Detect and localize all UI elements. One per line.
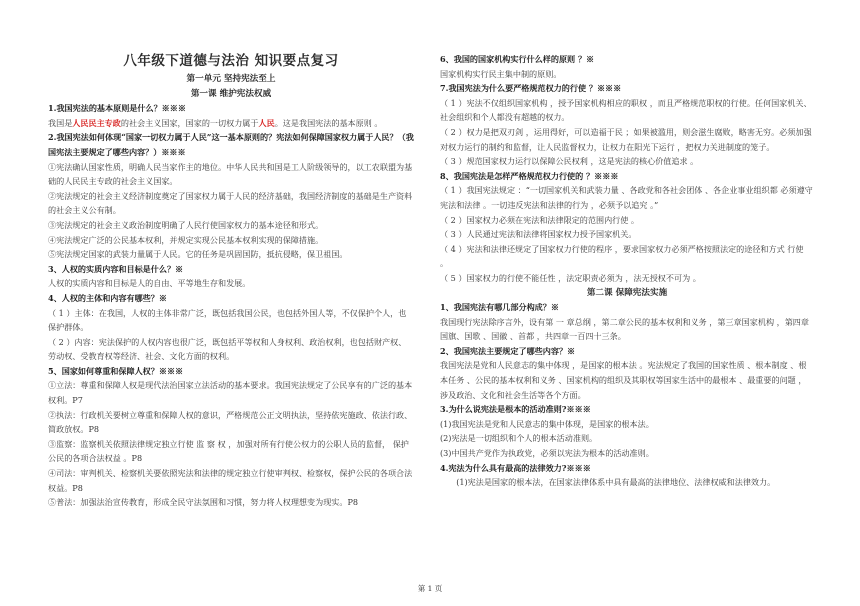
- answer-2-item-2: ②宪法规定的社会主义经济制度奠定了国家权力属于人民的经济基础，我国经济制度的基础是生产资料的社会主义公有制。: [48, 190, 413, 216]
- answer-5-item-4: ④司法：审判机关、检察机关要依照宪法和法律的规定独立行使审判权、检察权，保护公民的各项合法权益。P8: [48, 468, 413, 493]
- question-5: 5、国家如何尊重和保障人权？※※※: [48, 365, 184, 376]
- answer-5-item-3: ③监察：监察机关依照法律规定独立行使 监 察 权 ，加强对所有行使公权力的公职人员的监督， 保护公民的各项合法权益 。P8: [48, 438, 409, 464]
- lesson-heading: 第一课 维护宪法权威: [190, 88, 272, 99]
- answer-3: 人权的实质内容和目标是人的自由、平等地生存和发展。: [48, 278, 251, 289]
- question-6: 6、我国的国家机构实行什么样的原则 ？※: [440, 54, 595, 64]
- question-3: 3、人权的实质内容和目标是什么？※: [48, 263, 184, 274]
- answer-11-item-1: (1)我国宪法是党和人民意志的集中体现，是国家的根本法。: [440, 418, 654, 429]
- answer-9: 我国现行宪法除序言外，设有第 一 章总纲 ，第二章公民的基本权利和义务 ，第三章国家机构 ，第四章 国旗、国歌 、国徽 、首都 ，共四章一百四十三条。: [440, 316, 809, 342]
- answer-6: 国家机构实行民主集中制的原则。: [440, 68, 562, 79]
- answer-2-item-3: ③宪法规定的社会主义政治制度明确了人民行使国家权力的基本途径和形式。: [48, 219, 324, 230]
- question-7: 7.我国宪法为什么要严格规范权力的行使 ？※※※: [440, 83, 622, 94]
- answer-7-item-1: （ 1 ）宪法不仅组织国家机构 ，授予国家机构相应的职权 ，而且严格规范职权的行使。任何国家机关、社会组织和个人都没有超越的权力。: [440, 97, 812, 123]
- answer-12: (1)宪法是国家的根本法，在国家法律体系中具有最高的法律地位、法律权威和法律效力。: [456, 477, 776, 488]
- lesson-2-heading: 第二课 保障宪法实施: [586, 287, 668, 298]
- answer-1-text-end: 。这是我国宪法的基本原则 。: [274, 117, 383, 128]
- unit-heading: 第一单元 坚持宪法至上: [186, 74, 276, 84]
- answer-1-text: 我国是: [48, 117, 73, 128]
- question-4: 4、人权的主体和内容有哪些？※: [48, 292, 167, 303]
- question-11: 3.为什么说宪法是根本的活动准则?※※※: [440, 404, 591, 415]
- left-column: [48, 72, 414, 510]
- answer-5-item-2: ②执法：行政机关要树立尊重和保障人权的意识，严格规范公正文明执法，坚持依宪施政、依法行政、简政放权。P8: [48, 409, 413, 435]
- answer-5-item-1: ①立法：尊重和保障人权是现代法治国家立法活动的基本要求。我国宪法规定了公民享有的广泛的基本权利。P7: [48, 380, 413, 406]
- answer-1-text-mid: 的社会主义国家，国家的一切权力属于: [120, 117, 259, 128]
- answer-8-item-4: （ 4 ）宪法和法律还规定了国家权力行使的程序 ，要求国家权力必须严格按照法定的途径和方式 行使 。: [440, 243, 804, 269]
- answer-8-item-1: （ 1 ）我国宪法规定 ：“一切国家机关和武装力量 、各政党和各社会团体 、各企业事业组织都 必须遵守宪法和法律 。一切违反宪法和法律的行为 ，必须予以追究 。”: [440, 185, 813, 210]
- page-footer: 第 1 页: [417, 584, 443, 593]
- question-12: 4.宪法为什么具有最高的法律效力?※※※: [440, 462, 591, 473]
- page-title: 八年级下道德与法治 知识要点复习: [123, 53, 339, 69]
- answer-8-item-3: （ 3 ）人民通过宪法和法律将国家权力授予国家机关。: [440, 229, 637, 240]
- answer-8-item-2: （ 2 ）国家权力必须在宪法和法律限定的范围内行使 。: [440, 214, 640, 225]
- question-2: 2.我国宪法如何体现“国家一切权力属于人民”这一基本原则的？宪法如何保障国家权力属于人民？（我国宪法主要规定了哪些内容？）※※※: [48, 132, 414, 157]
- answer-1: [48, 116, 414, 131]
- right-column: [440, 52, 814, 490]
- highlight-people-democratic-dictatorship: 人民民主专政: [72, 117, 121, 128]
- question-8: 8、我国宪法是怎样严格规范权力行使的 ？※※※: [440, 170, 619, 181]
- answer-8-item-5: （ 5 ）国家权力的行使不能任性 ，法定职责必须为 ，法无授权不可为 。: [440, 272, 701, 283]
- highlight-people: 人民: [258, 117, 275, 128]
- answer-10: 我国宪法是党和人民意志的集中体现 ，是国家的根本法 。宪法规定了我国的国家性质 、根本制度 、根本任务 、公民的基本权利和义务 、国家机构的组织及其职权等国家生活中的最根本 、最重要的问题 ，涉及政治、文化和社会生活等各个方面。: [440, 360, 807, 400]
- answer-11-item-3: (3)中国共产党作为执政党，必须以宪法为根本的活动准则。: [440, 448, 654, 459]
- answer-11-item-2: (2)宪法是一切组织和个人的根本活动准则。: [440, 433, 598, 444]
- answer-2-item-4: ④宪法规定广泛的公民基本权利，并规定实现公民基本权利实现的保障措施。: [48, 234, 324, 245]
- answer-4-item-2: （ 2 ）内容：宪法保护的人权内容也很广泛，既包括平等权和人身权利、政治权利，也包括财产权、劳动权、受教育权等经济、社会、文化方面的权利。: [48, 336, 407, 362]
- question-10: 2、我国宪法主要规定了哪些内容？※: [440, 345, 576, 356]
- answer-4-item-1: （ 1 ）主体：在我国，人权的主体非常广泛，既包括我国公民，也包括外国人等，不仅保护个人，也保护群体。: [48, 307, 407, 333]
- answer-7-item-2: （ 2 ）权力是把双刃剑 ，运用得好，可以造福于民 ；如果被滥用，则会滋生腐败，略害无穷。必须加强对权力运行的制约和监督，让人民监督权力，让权力在阳光下运行 ，把权力关进制度的笼子。: [440, 126, 812, 152]
- question-1: 1.我国宪法的基本原则是什么？※※※: [48, 103, 186, 114]
- answer-2-item-5: ⑤宪法规定国家的武装力量属于人民。它的任务是巩固国防，抵抗侵略，保卫祖国。: [48, 249, 348, 260]
- answer-2-item-1: ①宪法确认国家性质，明确人民当家作主的地位。中华人民共和国是工人阶级领导的，以工农联盟为基础的人民民主专政的社会主义国家。: [48, 161, 413, 187]
- answer-7-item-3: （ 3 ）规范国家权力运行以保障公民权利 ，这是宪法的核心价值追求 。: [440, 156, 699, 167]
- question-9: 1、我国宪法有哪几部分构成？※: [440, 302, 559, 313]
- answer-5-item-5: ⑤普法：加强法治宣传教育，形成全民守法氛围和习惯，努力将人权理想变为现实。P8: [48, 497, 359, 508]
